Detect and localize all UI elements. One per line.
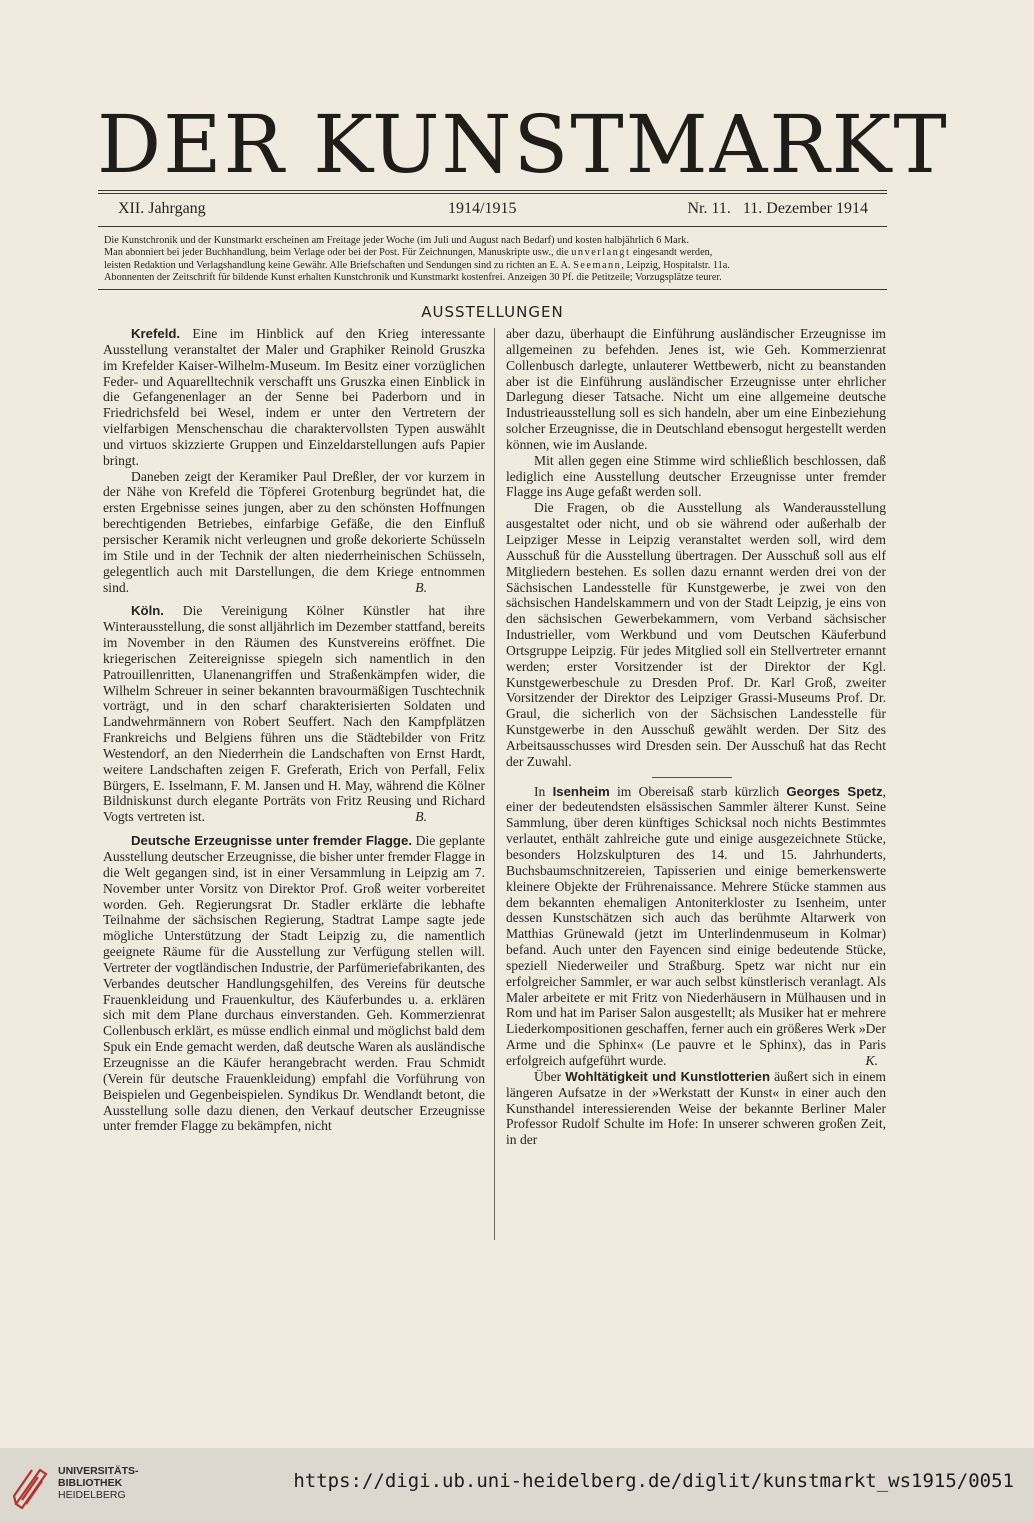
masthead-rule-top	[98, 190, 887, 191]
notice-line	[104, 260, 884, 272]
article-text: äußert sich in einem längeren Aufsatze in der »Werkstatt der Kunst« in einer auch den Kunsthandel interessierenden Weise der bekannte Berliner Maler Professor Rudolf Schulte im Hofe: In unserer schweren großen Zeit, in der	[506, 1068, 887, 1148]
permalink-url[interactable]: https://digi.ub.uni-heidelberg.de/diglit/kunstmarkt_ws1915/0051	[293, 1470, 1014, 1492]
viewer-footer	[0, 1448, 1034, 1523]
issue-number-date: Nr. 11. 11. Dezember 1914	[687, 200, 868, 217]
article-text: im Obereisaß starb kürzlich	[609, 783, 787, 799]
article-heading: Georges Spetz	[786, 783, 883, 799]
notice-rule	[98, 289, 887, 290]
article-krefeld	[103, 326, 485, 469]
article-text: Die Vereinigung Kölner Künstler hat ihre Winterausstellung, die sonst alljährlich im Dezember stattfand, bereits im November in den Räumen des Kunstvereins eröffnet. Die kriegerischen Zeitereignisse spiegeln sich namentlich in den Patrouillenritten, Ulanenangriffen und Straßenkämpfen wider, die Wilhelm Schreuer in seiner bekannten bravourmäßigen Tuschtechnik vorträgt, und in den scharf charakterisierten Soldaten und Landwehrmännern von Robert Seuffert. Nach den Kampfplätzen Frankreichs und Belgiens führen uns die Städtebilder von Fritz Westendorf, an den Niederrhein die Landschaften von Ernst Hardt, weitere Landschaften zeigen F. Greferath, Erich von Perfall, Felix Bürgers, E. Isselmann, F. M. Jansen und H. May, während die Kölner Bildniskunst durch elegante Porträts von Fritz Reusing und Richard Vogts vertreten ist.	[103, 603, 485, 825]
year-label: 1914/1915	[448, 200, 517, 217]
library-name-line: BIBLIOTHEK	[58, 1477, 123, 1489]
notice-line: Abonnenten der Zeitschrift für bildende Kunst erhalten Kunstchronik und Kunstmarkt kostenfrei. Anzeigen 30 Pf. die Petitzeile; Vorzugsplätze teurer.	[104, 272, 722, 284]
article-heading: Köln.	[131, 603, 164, 619]
article-paragraph	[103, 469, 485, 596]
masthead-rule-top-thin	[98, 193, 887, 194]
article-text: In	[534, 783, 553, 799]
notice-emphasis: Seemann	[573, 259, 622, 271]
article-heading: Isenheim	[552, 783, 610, 799]
author-signature: B.	[415, 579, 427, 595]
notice-text: , Leipzig, Hospitalstr. 11a.	[621, 259, 730, 271]
column-divider	[494, 328, 495, 1240]
article-separator	[506, 770, 886, 784]
masthead-title: DER KUNSTMARKT	[97, 98, 949, 191]
article-wohltaetigkeit	[506, 1069, 886, 1148]
article-text: Daneben zeigt der Keramiker Paul Dreßler, der vor kurzem in der Nähe von Krefeld die Töpferei Grotenburg begründet hat, die ersten Ergebnisse seines jungen, aber zu den schönsten Hoffnungen berechtigenden Betriebes, einfarbige Gefäße, die den Einfluß persischer Keramik nicht verleugnen und große dekorierte Schüsseln im Stile und in der Technik der alten niederrheinischen Schüsseln, gelegentlich auch mit Darstellungen, die dem Kriege entnommen sind.	[103, 468, 485, 595]
library-logo-icon	[12, 1460, 52, 1510]
section-title: AUSSTELLUNGEN	[421, 303, 564, 321]
article-text: Eine im Hinblick auf den Krieg interessante Ausstellung veranstaltet der Maler und Graphiker Reinold Gruszka im Krefelder Kaiser-Wilhelm-Museum. Im Besitz einer vorzüglichen Feder- und Aquarelltechnik verschafft uns Gruszka einen Einblick in die Gefangenenlager an der Senne bei Paderborn und in Friedrichsfeld bei Wesel, indem er unter den Vertretern der vielfarbigen Menschenschau die charaktervollsten Typen auswählt und virtuos skizzierte Gruppen und Einzeldarstellungen aufs Papier bringt.	[103, 326, 485, 468]
notice-text: eingesandt werden,	[630, 247, 713, 259]
notice-emphasis: unverlangt	[571, 247, 631, 259]
library-name-line: HEIDELBERG	[58, 1489, 126, 1501]
article-heading: Wohltätigkeit und Kunstlotterien	[565, 1068, 771, 1084]
notice-text: leisten Redaktion und Verlagshandlung keine Gewähr. Alle Briefschaften und Sendungen sind zu richten an E. A.	[104, 259, 574, 271]
library-name-line: UNIVERSITÄTS-	[58, 1465, 139, 1477]
issue-metadata	[118, 198, 868, 220]
notice-line	[104, 247, 884, 259]
article-paragraph: aber dazu, überhaupt die Einführung ausländischer Erzeugnisse im allgemeinen zu befehden. Jenes ist, wie Geh. Kommerzienrat Collenbusch darlegte, unlauterer Wettbewerb, nicht zu beanstanden aber ist die Einführung ausländischer Erzeugnisse unter ehrlicher Darlegung dieser Tatsache. Nicht um eine allgemeine deutsche Industrieausstellung soll es sich handeln, aber um eine Einbeziehung solcher Erzeugnisse, die in Deutschland ebensogut hergestellt werden können, wie im Auslande.	[506, 326, 886, 452]
article-text: Die geplante Ausstellung deutscher Erzeugnisse, die bisher unter fremder Flagge in die Welt gegangen sind, ist in einer Versammlung in Leipzig am 7. November unter Vorsitz von Direktor Prof. Groß weiter vorbereitet worden. Geh. Regierungsrat Dr. Stadler erklärte die lebhafte Teilnahme der sächsischen Regierung, Stadtrat Lampe sagte jede mögliche Unterstützung der Stadt Leipzig zu, die namentlich geeignete Räume für die Ausstellung zur Verfügung stellen will. Vertreter der vogtländischen Industrie, der Parfümeriefabrikanten, des Verbandes deutscher Handlungsgehilfen, des Vereins für deutsche Frauenkleidung und Frauenkultur, des Käuferbundes u. a. erklären sich mit dem Plane durchaus einverstanden. Geh. Kommerzienrat Collenbusch erklärt, es müsse endlich einmal und möglichst bald dem Spuk ein Ende gemacht werden, daß deutsche Waren als ausländische Erzeugnisse an die Käufer herangebracht werden. Frau Schmidt (Verein für deutsche Frauenkleidung) empfahl die Vorführung von Beispielen und Gegenbeispielen. Syndikus Dr. Wendlandt betont, die Ausstellung solle dazu dienen, den Verkauf deutscher Erzeugnisse unter fremder Flagge zu bekämpfen, nicht	[103, 833, 486, 1134]
author-signature: B.	[415, 809, 427, 825]
article-text: , einer der bedeutendsten elsässischen Sammler älterer Kunst. Seine Sammlung, über deren künftiges Schicksal noch nichts Bestimmtes verlautet, enthält zahlreiche gute und einige ausgezeichnete Stücke, besonders Holzskulpturen des 14. und 15. Jahrhunderts, Buchsbaumschnitzereien, Tapisserien und einige bemerkenswerte kleinere Objekte der Frührenaissance. Mehrere Stücke stammen aus dem bekannten ehemaligen Antoniterkloster zu Isenheim, unter dessen Kunstschätzen sich auch das berühmte Altarwerk von Matthias Grünewald (jetzt im Unterlindenmuseum in Kolmar) befand. Auch unter den Fayencen sind einige bedeutende Stücke, speziell Niederweiler und Straßburg. Spetz war nicht nur ein erfolgreicher Sammler, er war auch selbst künstlerisch veranlagt. Als Maler arbeitete er mit Fritz von Niederhäusern in Mülhausen und in Rom und hat im Pariser Salon ausgestellt; als Musiker hat er mehrere Liederkompositionen geschaffen, ferner auch ein größeres Werk »Der Arme und die Sphinx« (Le pauvre et le Sphinx), das in Paris erfolgreich aufgeführt wurde.	[506, 783, 886, 1068]
subscription-notice	[104, 235, 884, 285]
article-paragraph: Die Fragen, ob die Ausstellung als Wanderausstellung ausgestaltet oder nicht, und ob sie während oder außerhalb der Leipziger Messe in Leipzig veranstaltet werden soll, wird dem Ausschuß für die Ausstellung übertragen. Der Ausschuß soll aus elf Mitgliedern bestehen. Es sollen dazu ernannt werden drei von der Sächsischen Landesstelle für Kunstgewerbe, je zwei von den sächsischen Handelskammern und von der Stadt Leipzig, je eins von den sächsischen Gewerbekammern, vom Verband sächsischer Industrieller, vom Werkbund und vom Deutschen Käuferbund Ortsgruppe Leipzig. Für jedes Mitglied soll ein Stellvertreter ernannt werden; erster Vorsitzender ist der Direktor der Kgl. Kunstgewerbeschule zu Dresden Prof. Dr. Karl Groß, zweiter Vorsitzender der Direktor des Leipziger Grassi-Museums Prof. Dr. Graul, die sicherlich von der Sächsischen Landesstelle für Kunstgewerbe in den Ausschuß gewählt werden. Der Sitz des Arbeitsausschusses wird Dresden sein. Der Ausschuß hat das Recht der Zuwahl.	[506, 500, 886, 769]
notice-text: Man abonniert bei jeder Buchhandlung, beim Verlage oder bei der Post. Für Zeichnungen, Manuskripte usw., die	[104, 247, 572, 259]
article-koeln	[103, 603, 485, 825]
notice-line: Die Kunstchronik und der Kunstmarkt erscheinen am Freitage jeder Woche (im Juli und August nach Bedarf) und kosten halbjährlich 6 Mark.	[104, 235, 689, 246]
article-flagge	[103, 833, 485, 1134]
left-column	[103, 326, 485, 1134]
article-heading: Krefeld.	[131, 326, 181, 341]
volume-label: XII. Jahrgang	[118, 200, 206, 217]
library-name	[58, 1465, 139, 1501]
right-column	[506, 326, 886, 1148]
article-isenheim	[506, 784, 886, 1069]
article-heading: Deutsche Erzeugnisse unter fremder Flagge.	[131, 833, 412, 849]
article-text: Über	[534, 1068, 566, 1084]
article-paragraph: Mit allen gegen eine Stimme wird schließlich beschlossen, daß lediglich eine Ausstellung deutscher Erzeugnisse unter fremder Flagge ins Auge gefaßt werden soll.	[506, 452, 886, 500]
author-signature: K.	[865, 1052, 878, 1068]
metadata-rule	[98, 226, 887, 227]
